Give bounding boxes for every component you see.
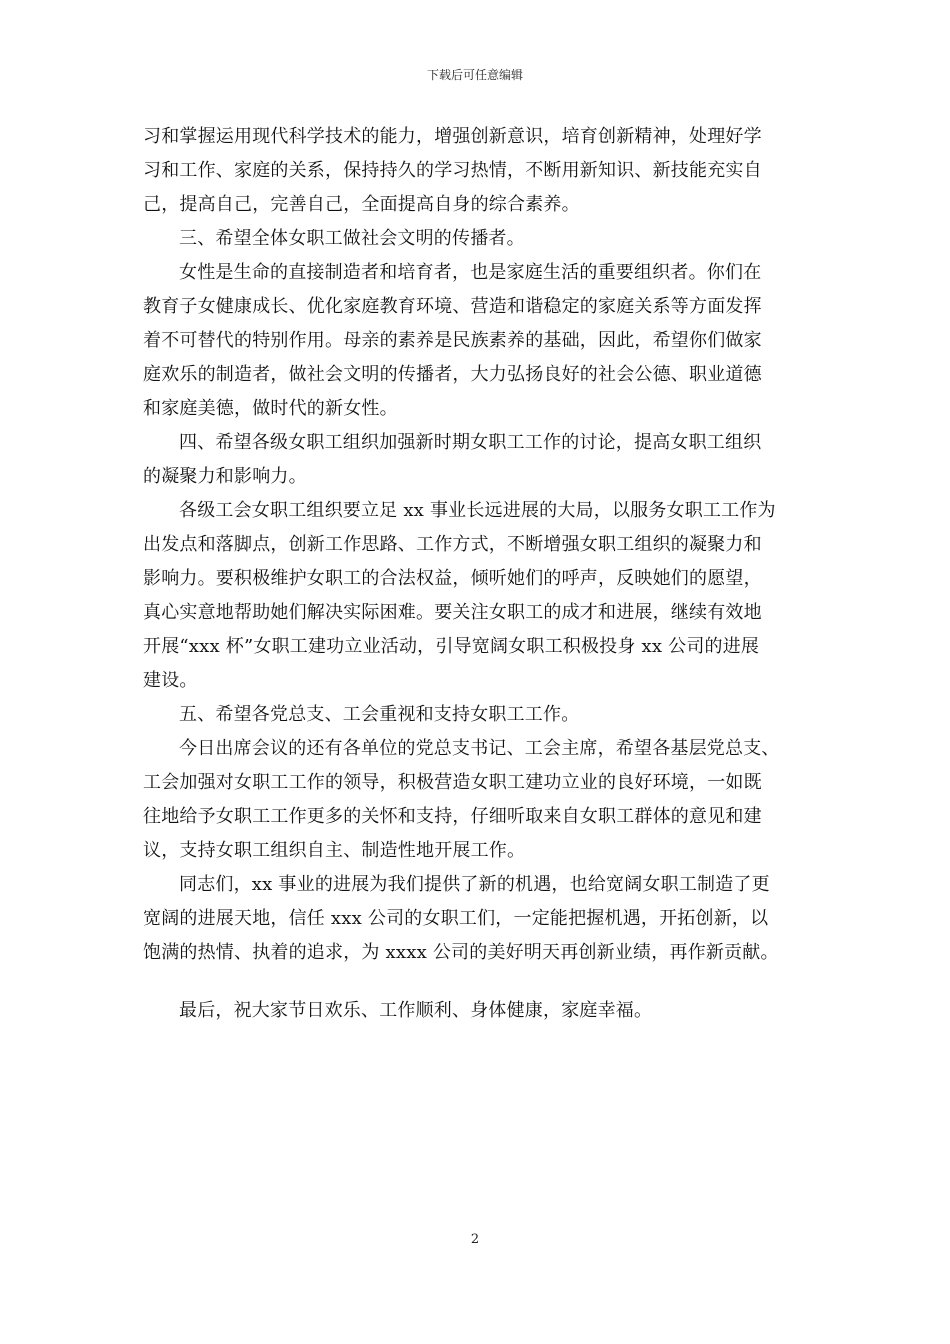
text-line: 的凝聚力和影响力。 — [143, 466, 307, 487]
text-line: 习和掌握运用现代科学技术的能力，增强创新意识，培育创新精神，处理好学 — [143, 126, 762, 147]
text-line: 出发点和落脚点，创新工作思路、工作方式，不断增强女职工组织的凝聚力和 — [143, 534, 762, 555]
text-line: 习和工作、家庭的关系，保持持久的学习热情，不断用新知识、新技能充实自 — [143, 160, 762, 181]
text-line: 建设。 — [143, 670, 198, 691]
text-line: 女性是生命的直接制造者和培育者，也是家庭生活的重要组织者。你们在 — [179, 262, 762, 283]
text-line: 工会加强对女职工工作的领导，积极营造女职工建功立业的良好环境，一如既 — [143, 772, 762, 793]
header-note: 下载后可任意编辑 — [426, 68, 523, 82]
text-line: 影响力。要积极维护女职工的合法权益，倾听她们的呼声，反映她们的愿望， — [143, 568, 762, 589]
text-line: 今日出席会议的还有各单位的党总支书记、工会主席，希望各基层党总支、 — [179, 738, 780, 759]
text-line: 庭欢乐的制造者，做社会文明的传播者，大力弘扬良好的社会公德、职业道德 — [143, 364, 762, 385]
text-line: 往地给予女职工工作更多的关怀和支持，仔细听取来自女职工群体的意见和建 — [143, 806, 762, 827]
closing-line: 最后，祝大家节日欢乐、工作顺利、身体健康，家庭幸福。 — [179, 1000, 653, 1021]
text-line: 宽阔的进展天地，信任 xxx 公司的女职工们，一定能把握机遇，开拓创新，以 — [143, 908, 769, 929]
text-line: 着不可替代的特别作用。母亲的素养是民族素养的基础，因此，希望你们做家 — [143, 330, 762, 351]
text-line: 饱满的热情、执着的追求，为 xxxx 公司的美好明天再创新业绩，再作新贡献。 — [143, 942, 779, 963]
text-line: 教育子女健康成长、优化家庭教育环境、营造和谐稳定的家庭关系等方面发挥 — [143, 296, 762, 317]
paragraph-gap — [143, 970, 811, 994]
text-line: 议，支持女职工组织自主、制造性地开展工作。 — [143, 840, 526, 861]
text-line: 真心实意地帮助她们解决实际困难。要关注女职工的成才和进展，继续有效地 — [143, 602, 762, 623]
document-body — [143, 120, 811, 1028]
text-line: 己，提高自己，完善自己，全面提高自身的综合素养。 — [143, 194, 580, 215]
section-heading-5: 五、希望各党总支、工会重视和支持女职工工作。 — [179, 704, 580, 725]
text-line: 各级工会女职工组织要立足 xx 事业长远进展的大局，以服务女职工工作为 — [179, 500, 776, 521]
text-line: 和家庭美德，做时代的新女性。 — [143, 398, 398, 419]
text-line: 开展“xxx 杯”女职工建功立业活动，引导宽阔女职工积极投身 xx 公司的进展 — [143, 636, 760, 657]
section-heading-4: 四、希望各级女职工组织加强新时期女职工工作的讨论，提高女职工组织 — [179, 432, 762, 453]
text-line: 同志们，xx 事业的进展为我们提供了新的机遇，也给宽阔女职工制造了更 — [179, 874, 770, 895]
section-heading-3: 三、希望全体女职工做社会文明的传播者。 — [179, 228, 525, 249]
page-number: 2 — [470, 1232, 480, 1247]
